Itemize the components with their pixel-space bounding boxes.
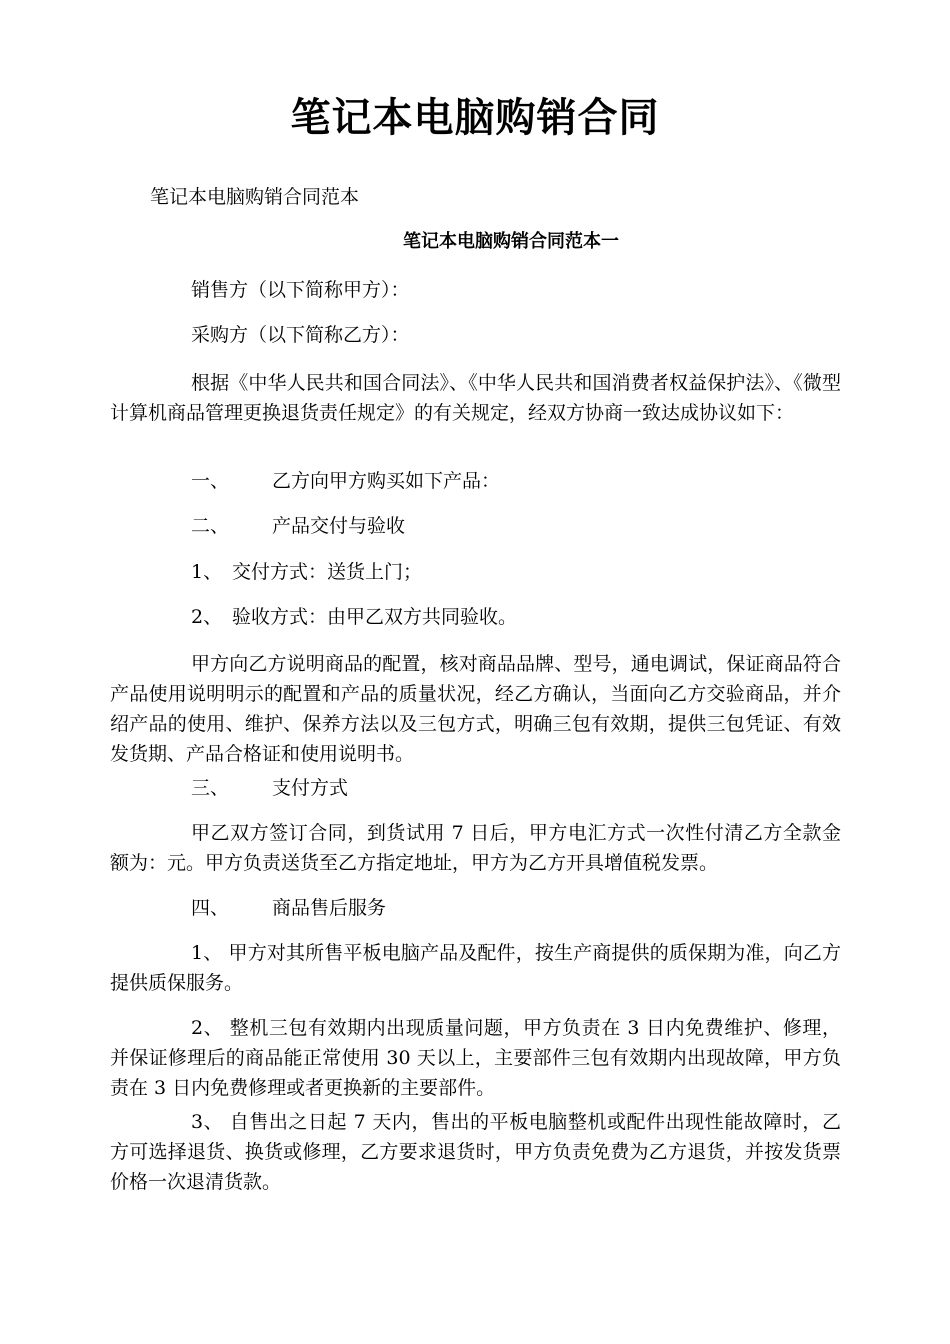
delivery-number: 1、 [191, 561, 223, 583]
section-2-text: 产品交付与验收 [272, 515, 406, 537]
section-1 [191, 466, 500, 496]
document-title: 笔记本电脑购销合同 [290, 95, 660, 141]
section-3-number: 三、 [191, 777, 230, 799]
seller-line: 销售方（以下简称甲方）： [191, 279, 410, 301]
section-3 [191, 773, 348, 803]
delivery-text: 交付方式：送货上门； [232, 561, 423, 583]
delivery-item [191, 557, 422, 587]
section-2 [191, 511, 405, 541]
section-2-number: 二、 [191, 515, 230, 537]
service-1-paragraph: 1、 甲方对其所售平板电脑产品及配件，按生产商提供的质保期为准，向乙方提供质保服务。 [110, 942, 841, 994]
acceptance-detail-paragraph: 甲方向乙方说明商品的配置，核对商品品牌、型号，通电调试，保证商品符合产品使用说明明示的配置和产品的质量状况，经乙方确认，当面向乙方交验商品，并介绍产品的使用、维护、保养方法以及三包方式，明确三包有效期，提供三包凭证、有效发货期、产品合格证和使用说明书。 [110, 653, 841, 765]
section-1-text: 乙方向甲方购买如下产品： [272, 470, 501, 492]
buyer-line: 采购方（以下简称乙方）： [191, 324, 410, 346]
section-heading: 笔记本电脑购销合同范本一 [403, 231, 619, 252]
section-3-text: 支付方式 [272, 777, 349, 799]
payment-paragraph: 甲乙双方签订合同，到货试用 7 日后，甲方电汇方式一次性付清乙方全款金额为：元。甲方负责送货至乙方指定地址，甲方为乙方开具增值税发票。 [110, 822, 841, 874]
section-4-text: 商品售后服务 [272, 897, 387, 919]
section-1-number: 一、 [191, 470, 230, 492]
service-3-paragraph: 3、 自售出之日起 7 天内，售出的平板电脑整机或配件出现性能故障时，乙方可选择退货、换货或修理，乙方要求退货时，甲方负责免费为乙方退货，并按发货票价格一次退清货款。 [110, 1111, 841, 1193]
acceptance-item [191, 602, 517, 632]
section-4-number: 四、 [191, 897, 230, 919]
intro-paragraph: 根据《中华人民共和国合同法》、《中华人民共和国消费者权益保护法》、《微型计算机商品管理更换退货责任规定》的有关规定，经双方协商一致达成协议如下： [110, 372, 841, 424]
acceptance-number: 2、 [191, 606, 223, 628]
section-4 [191, 893, 386, 923]
acceptance-text: 验收方式：由甲乙双方共同验收。 [232, 606, 518, 628]
document-subtitle: 笔记本电脑购销合同范本 [150, 186, 360, 208]
service-2-paragraph: 2、 整机三包有效期内出现质量问题，甲方负责在 3 日内免费维护、修理，并保证修理后的商品能正常使用 30 天以上，主要部件三包有效期内出现故障，甲方负责在 3 日内免费修理或者更换新的主要部件。 [110, 1017, 841, 1099]
